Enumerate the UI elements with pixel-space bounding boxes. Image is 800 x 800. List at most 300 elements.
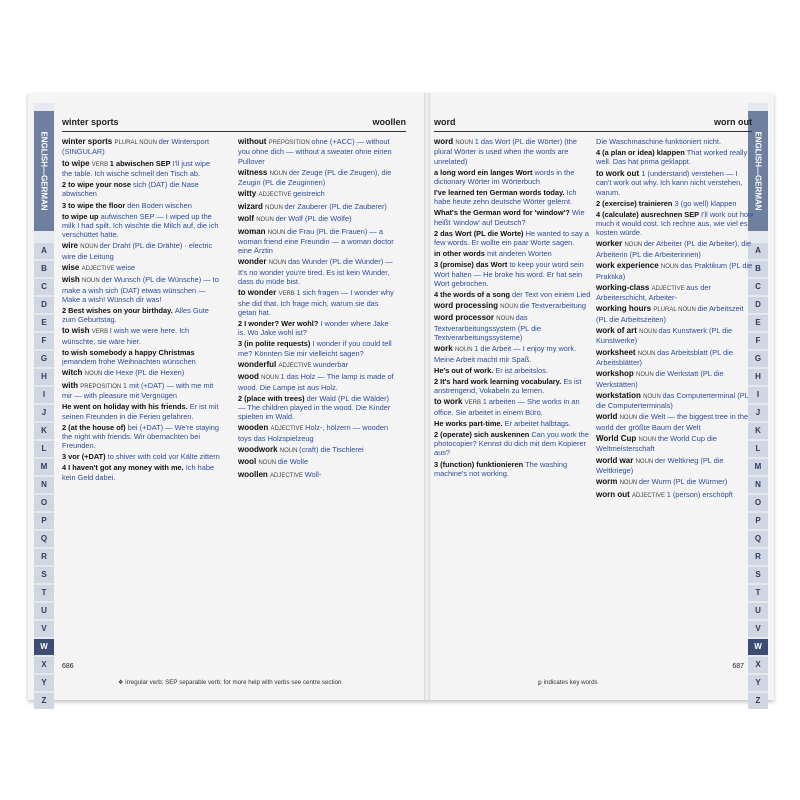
- dictionary-entry: [238, 457, 396, 467]
- right-letter-j: J: [748, 405, 768, 421]
- right-letter-p: P: [748, 513, 768, 529]
- dictionary-entry: [596, 169, 754, 197]
- entry-german: He wanted to say a few words. Er wollte ein paar Worte sagen.: [434, 228, 589, 247]
- left-column-2: [238, 137, 396, 657]
- entry-german: Er arbeitet halbtags.: [504, 418, 571, 428]
- dictionary-entry: [238, 202, 396, 212]
- entry-headword: without: [238, 137, 269, 146]
- right-letter-b: B: [748, 261, 768, 277]
- entry-german: the World Cup die Weltmeisterschaft: [596, 433, 717, 454]
- dictionary-entry: [62, 137, 220, 157]
- entry-headword: witch: [62, 368, 85, 378]
- right-letter-g: G: [748, 351, 768, 367]
- dictionary-entry: [62, 159, 220, 179]
- right-letter-l: L: [748, 441, 768, 457]
- entry-part-of-speech: NOUN: [637, 350, 658, 357]
- entry-part-of-speech: NOUN: [643, 393, 663, 400]
- entry-german: aufwischen SEP — I wiped up the milk I had spilt. Ich wischte die Milch auf, die ich verschüttet hatte.: [62, 211, 219, 240]
- dictionary-entry: [62, 212, 220, 240]
- right-letter-f: F: [748, 333, 768, 349]
- entry-english: He went on holiday with his friends.: [62, 402, 190, 412]
- left-side-label: ENGLISH—GERMAN: [39, 131, 49, 211]
- entry-english: a long word ein langes Wort: [434, 167, 535, 177]
- entry-part-of-speech: NOUN: [660, 264, 681, 271]
- entry-part-of-speech: ADJECTIVE: [632, 492, 667, 499]
- entry-german: I wonder if you could tell me? Könnten Sie mir vielleicht sagen?: [238, 339, 392, 358]
- entry-headword: with: [62, 380, 81, 390]
- entry-headword: word: [434, 137, 456, 146]
- entry-headword: word processor: [434, 313, 497, 323]
- dictionary-entry: [596, 261, 754, 281]
- dictionary-entry: [62, 348, 220, 366]
- dictionary-entry: [238, 168, 396, 188]
- entry-german: Ich habe heute zehn deutsche Wörter gelernt.: [434, 188, 577, 207]
- left-letter-m: M: [34, 459, 54, 475]
- right-letter-q: Q: [748, 531, 768, 547]
- entry-headword: word processing: [434, 301, 501, 311]
- entry-german: Die Waschmaschine funktioniert nicht.: [596, 137, 722, 146]
- entry-headword: to wish: [62, 326, 92, 336]
- entry-german: ohne (+ACC) — without you ohne dich — without a sweater ohne einen Pullover: [238, 137, 392, 166]
- dictionary-entry: [62, 381, 220, 401]
- dictionary-entry: [596, 477, 754, 487]
- entry-part-of-speech: NOUN: [454, 347, 475, 354]
- left-page-number: 686: [62, 663, 74, 670]
- entry-german: das Wunder (PL die Wunder) — It's no wonder you're tired. Es ist kein Wunder, dass du müde bist.: [238, 257, 393, 287]
- dictionary-entry: [434, 229, 592, 247]
- entry-headword: woman: [238, 226, 268, 236]
- entry-german: der Wunsch (PL die Wünsche) — to make a wish sich (DAT) etwas wünschen — Make a wish! Wünsch dir was!: [62, 275, 219, 304]
- entry-part-of-speech: NOUN: [500, 304, 520, 311]
- right-letter-z: Z: [748, 693, 768, 709]
- entry-part-of-speech: NOUN: [619, 480, 639, 487]
- left-letter-c: C: [34, 279, 54, 295]
- entry-part-of-speech: ADJECTIVE: [651, 285, 687, 292]
- right-letter-c: C: [748, 279, 768, 295]
- entry-german: die Werkstatt (PL die Werkstätten): [596, 369, 724, 389]
- dictionary-entry: [62, 368, 220, 378]
- entry-german: der Wolf (PL die Wölfe): [275, 214, 352, 224]
- entry-english: He works part-time.: [434, 418, 505, 428]
- left-header-right: woollen: [372, 117, 406, 127]
- entry-german: sich (DAT) die Nase abwischen: [62, 180, 199, 199]
- left-letter-h: H: [34, 369, 54, 385]
- dictionary-entry: [238, 214, 396, 224]
- entry-german: der Weltkrieg (PL die Weltkriege): [596, 455, 724, 475]
- right-page-number: 687: [732, 663, 744, 670]
- entry-german: 1 das Wort (PL die Wörter) (the plural Wörter is used when the words are unrelated): [434, 137, 577, 166]
- entry-part-of-speech: NOUN: [639, 328, 659, 335]
- left-letter-z: Z: [34, 693, 54, 709]
- entry-german: die Wolle: [277, 457, 309, 467]
- entry-headword: wise: [62, 262, 82, 272]
- left-letter-l: L: [34, 441, 54, 457]
- book-spine: [424, 93, 430, 700]
- entry-headword: wonderful: [238, 359, 279, 369]
- entry-part-of-speech: NOUN: [258, 460, 278, 467]
- entry-headword: world: [596, 412, 620, 422]
- dictionary-entry: [434, 430, 592, 458]
- entry-german: Wie heißt 'window' auf Deutsch?: [434, 208, 585, 227]
- entry-german: Er ist mit seinen Freunden in die Ferien gefahren.: [62, 402, 219, 421]
- dictionary-entry: [62, 423, 220, 451]
- left-page-header: [62, 117, 406, 132]
- entry-german: der Zeuge (PL die Zeugen), die Zeugin (PL die Zeuginnen): [238, 167, 392, 188]
- dictionary-entry: [62, 326, 220, 346]
- dictionary-entry: [434, 377, 592, 395]
- left-letter-index: [34, 243, 54, 711]
- right-letter-k: K: [748, 423, 768, 439]
- entry-part-of-speech: ADJECTIVE: [81, 265, 117, 272]
- left-column-1: [62, 137, 220, 657]
- entry-part-of-speech: NOUN: [82, 278, 102, 285]
- entry-german: to keep your word sein Wort halten — He broke his word. Er hat sein Wort gebrochen.: [434, 260, 584, 288]
- entry-german: to shiver with cold vor Kälte zittern: [107, 452, 220, 462]
- dictionary-entry: [434, 137, 592, 166]
- left-letter-s: S: [34, 567, 54, 583]
- right-letter-d: D: [748, 297, 768, 313]
- dictionary-entry: [238, 445, 396, 455]
- dictionary-entry: [62, 180, 220, 198]
- entry-english: 4 (a plan or idea) klappen: [596, 148, 687, 158]
- dictionary-entry: [434, 344, 592, 364]
- dictionary-entry: [596, 456, 754, 476]
- dictionary-entry: [238, 319, 396, 337]
- dictionary-entry: [434, 366, 592, 375]
- dictionary-entry: [434, 208, 592, 226]
- right-letter-x: X: [748, 657, 768, 673]
- left-letter-w: W: [34, 639, 54, 655]
- entry-headword: wooden: [238, 423, 271, 433]
- dictionary-book: [28, 93, 774, 705]
- entry-german: geistreich: [293, 189, 325, 199]
- entry-headword: work: [434, 344, 455, 354]
- entry-headword: to work out: [596, 168, 642, 178]
- entry-part-of-speech: NOUN: [619, 415, 639, 422]
- left-letter-d: D: [34, 297, 54, 313]
- entry-english: 4 the words of a song: [434, 289, 513, 299]
- left-letter-b: B: [34, 261, 54, 277]
- dictionary-entry: [238, 470, 396, 480]
- entry-english: 2 It's hard work learning vocabulary.: [434, 377, 564, 387]
- entry-headword: worn out: [596, 489, 632, 499]
- entry-english: 2 (operate) sich auskennen: [434, 430, 532, 440]
- entry-german: 1 das Holz — The lamp is made of wood. Die Lampe ist aus Holz.: [238, 372, 394, 392]
- dictionary-entry: [596, 304, 754, 324]
- dictionary-entry: [596, 412, 754, 432]
- entry-headword: world war: [596, 455, 636, 465]
- entry-german: 1 mit (+DAT) — with me mit mir — with pleasure mit Vergnügen: [62, 380, 214, 401]
- entry-part-of-speech: VERB: [464, 400, 483, 407]
- dictionary-entry: [596, 148, 754, 166]
- entry-german: der Wintersport (SINGULAR): [62, 137, 210, 157]
- entry-english: 2 (exercise) trainieren: [596, 198, 675, 208]
- entry-headword: worker: [596, 239, 625, 249]
- dictionary-entry: [434, 301, 592, 311]
- entry-german: Es ist anstrengend, Vokabeln zu lernen.: [434, 377, 582, 396]
- entry-part-of-speech: PREPOSITION: [268, 140, 312, 146]
- right-letter-w: W: [748, 639, 768, 655]
- left-letter-t: T: [34, 585, 54, 601]
- left-letter-v: V: [34, 621, 54, 637]
- entry-headword: worksheet: [596, 347, 638, 357]
- left-letter-f: F: [34, 333, 54, 349]
- left-footer: ❖ irregular verb; SEP separable verb; for more help with verbs see centre section: [118, 679, 342, 686]
- entry-german: Alles Gute zum Geburtstag.: [62, 306, 209, 325]
- entry-german: der Arbeiter (PL die Arbeiter), die Arbeiterin (PL die Arbeiterinnen): [596, 239, 752, 259]
- entry-headword: wizard: [238, 201, 266, 211]
- entry-headword: to wipe: [62, 158, 92, 168]
- left-letter-q: Q: [34, 531, 54, 547]
- dictionary-entry: [62, 402, 220, 420]
- entry-german: der Wurm (PL die Würmer): [638, 477, 728, 487]
- dictionary-entry: [62, 306, 220, 324]
- entry-english: 3 (in polite requests): [238, 339, 313, 349]
- entry-part-of-speech: ADJECTIVE: [270, 426, 306, 433]
- entry-german: weise: [116, 262, 136, 272]
- entry-part-of-speech: NOUN: [635, 458, 655, 465]
- entry-german: den Boden wischen: [127, 200, 192, 210]
- entry-german: das Arbeitsblatt (PL die Arbeitsblätter): [596, 347, 733, 367]
- entry-headword: wonder: [238, 257, 269, 267]
- entry-english: 2 (place with trees): [238, 393, 307, 403]
- entry-english: 1 abwischen SEP: [109, 158, 173, 168]
- entry-german: 1 sich fragen — I wonder why she did that. Ich frage mich, warum sie das getan hat.: [238, 288, 394, 317]
- entry-german: die Textverarbeitung: [519, 301, 586, 311]
- entry-english: 3 (function) funktionieren: [434, 459, 526, 469]
- left-thumb-index: [34, 103, 54, 703]
- dictionary-entry: [238, 189, 396, 199]
- right-letter-n: N: [748, 477, 768, 493]
- entry-german: 1 (understand) verstehen — I can't work out why. Ich kann nicht verstehen, warum.: [596, 168, 743, 197]
- entry-headword: working hours: [596, 304, 654, 314]
- dictionary-entry: [238, 423, 396, 443]
- dictionary-entry: [434, 168, 592, 186]
- entry-headword: witty: [238, 189, 259, 199]
- right-column-2: [596, 137, 754, 657]
- entry-headword: work of art: [596, 325, 640, 335]
- entry-german: 3 (go well) klappen: [674, 198, 737, 208]
- entry-part-of-speech: VERB: [278, 291, 297, 298]
- entry-headword: wool: [238, 457, 259, 467]
- dictionary-entry: [238, 394, 396, 422]
- dictionary-entry: [596, 490, 754, 500]
- entry-part-of-speech: VERB: [91, 329, 110, 336]
- left-letter-g: G: [34, 351, 54, 367]
- entry-headword: wish: [62, 275, 83, 285]
- dictionary-entry: [62, 463, 220, 481]
- entry-part-of-speech: NOUN: [636, 372, 656, 379]
- entry-german: das Praktikum (PL die Praktika): [596, 261, 753, 281]
- entry-headword: wood: [238, 372, 262, 382]
- entry-english: 3 (promise) das Wort: [434, 260, 510, 270]
- entry-german: der Draht (PL die Drähte) · electric wire die Leitung: [62, 241, 213, 261]
- dictionary-entry: [596, 239, 754, 259]
- entry-german: 1 (person) erschöpft: [666, 489, 733, 499]
- left-letter-e: E: [34, 315, 54, 331]
- dictionary-entry: [596, 348, 754, 368]
- dictionary-entry: [596, 199, 754, 208]
- entry-german: 1 arbeiten — She works in an office. Sie arbeitet in einem Büro.: [434, 397, 580, 417]
- entry-part-of-speech: ADJECTIVE: [278, 362, 314, 369]
- entry-german: der Text von einem Lied: [512, 289, 591, 299]
- entry-english: What's the German word for 'window'?: [434, 208, 572, 218]
- right-side-label: ENGLISH—GERMAN: [753, 131, 763, 211]
- entry-english: 3 vor (+DAT): [62, 452, 108, 462]
- entry-english: 2 Best wishes on your birthday.: [62, 306, 175, 316]
- entry-headword: workshop: [596, 369, 637, 379]
- entry-german: das Textverarbeitungssystem (PL die Textverarbeitungssysteme): [434, 313, 541, 343]
- dictionary-entry: [596, 434, 754, 454]
- dictionary-entry: [434, 419, 592, 428]
- right-letter-o: O: [748, 495, 768, 511]
- left-letter-u: U: [34, 603, 54, 619]
- entry-german: I'll just wipe the table. Ich wische schnell den Tisch ab.: [62, 158, 211, 179]
- entry-german: das Computerterminal (PL die Computerterminals): [596, 390, 749, 411]
- entry-german: That worked really well. Das hat prima geklappt.: [596, 148, 748, 167]
- entry-part-of-speech: NOUN: [265, 204, 285, 211]
- entry-part-of-speech: NOUN: [455, 140, 475, 146]
- entry-english: He's out of work.: [434, 365, 496, 375]
- entry-part-of-speech: NOUN: [269, 170, 289, 177]
- left-side-title: [34, 111, 54, 231]
- dictionary-entry: [238, 360, 396, 370]
- entry-german: Er ist arbeitslos.: [495, 365, 548, 375]
- dictionary-entry: [238, 257, 396, 286]
- entry-german: Can you work the photocopier? Kennst du dich mit dem Kopierer aus?: [434, 430, 589, 458]
- dictionary-entry: [596, 391, 754, 411]
- dictionary-entry: [238, 339, 396, 357]
- entry-headword: to wonder: [238, 288, 279, 298]
- entry-german: The washing machine's not working.: [434, 459, 568, 478]
- entry-english: 2 I wonder? Wer wohl?: [238, 319, 321, 329]
- entry-part-of-speech: NOUN: [84, 371, 105, 378]
- entry-german: das Kunstwerk (PL die Kunstwerke): [596, 325, 733, 346]
- entry-german: der Zauberer (PL die Zauberer): [284, 201, 387, 211]
- dictionary-entry: [62, 275, 220, 304]
- right-letter-r: R: [748, 549, 768, 565]
- left-letter-i: I: [34, 387, 54, 403]
- right-letter-t: T: [748, 585, 768, 601]
- entry-headword: to work: [434, 397, 465, 407]
- dictionary-entry: [434, 260, 592, 288]
- left-letter-a: A: [34, 243, 54, 259]
- entry-part-of-speech: NOUN: [268, 260, 289, 267]
- entry-german: jemandem frohe Weihnachten wünschen: [62, 357, 196, 367]
- entry-part-of-speech: VERB: [91, 161, 110, 168]
- entry-english: 2 to wipe your nose: [62, 180, 134, 190]
- entry-part-of-speech: PLURAL NOUN: [653, 307, 698, 314]
- right-letter-u: U: [748, 603, 768, 619]
- dictionary-entry: [238, 372, 396, 392]
- left-letter-n: N: [34, 477, 54, 493]
- dictionary-entry: [596, 210, 754, 238]
- dictionary-entry: [434, 290, 592, 299]
- dictionary-entry: [434, 460, 592, 478]
- dictionary-entry: [62, 201, 220, 210]
- entry-german: I'll work out how much it would cost. Ich rechne aus, wie viel es kosten würde.: [596, 209, 754, 238]
- entry-headword: winter sports: [62, 137, 115, 146]
- right-letter-h: H: [748, 369, 768, 385]
- right-letter-e: E: [748, 315, 768, 331]
- entry-headword: worm: [596, 477, 620, 487]
- entry-part-of-speech: NOUN: [624, 242, 644, 249]
- right-footer: ꝑ indicates key words: [538, 679, 598, 686]
- entry-english: 4 (calculate) ausrechnen SEP: [596, 209, 702, 219]
- entry-english: to wish somebody a happy Christmas: [62, 348, 195, 358]
- entry-german: die Frau (PL die Frauen) — a woman friend eine Freundin — a woman doctor eine Ärztin: [238, 226, 394, 256]
- right-letter-s: S: [748, 567, 768, 583]
- entry-part-of-speech: NOUN: [638, 436, 658, 443]
- left-letter-j: J: [34, 405, 54, 421]
- right-header-right: worn out: [714, 117, 752, 127]
- entry-english: to wipe up: [62, 211, 101, 221]
- entry-german: Ich habe kein Geld dabei.: [62, 463, 215, 482]
- entry-german: words in the dictionary Wörter im Wörterbuch: [434, 167, 575, 186]
- dictionary-entry: [238, 288, 396, 317]
- right-letter-y: Y: [748, 675, 768, 691]
- dictionary-entry: [596, 283, 754, 303]
- dictionary-entry: [62, 241, 220, 261]
- entry-german: die Welt — the biggest tree in the world der größte Baum der Welt: [596, 412, 749, 432]
- entry-english: 2 (at the house of): [62, 422, 128, 432]
- entry-german: die Hexe (PL die Hexen): [104, 368, 185, 378]
- dictionary-entry: [62, 452, 220, 461]
- right-page-header: [434, 117, 752, 132]
- left-letter-y: Y: [34, 675, 54, 691]
- entry-part-of-speech: NOUN: [279, 447, 300, 454]
- entry-headword: woollen: [238, 469, 270, 479]
- dictionary-entry: [596, 137, 754, 146]
- right-letter-i: I: [748, 387, 768, 403]
- entry-german: der Wald (PL die Wälder) — The children played in the wood. Die Kinder spielten im Wald.: [238, 393, 391, 422]
- right-letter-a: A: [748, 243, 768, 259]
- entry-headword: wire: [62, 241, 81, 251]
- left-letter-r: R: [34, 549, 54, 565]
- dictionary-entry: [434, 188, 592, 206]
- left-letter-x: X: [34, 657, 54, 673]
- entry-english: 3 to wipe the floor: [62, 200, 128, 210]
- entry-headword: woodwork: [238, 444, 280, 454]
- entry-headword: witness: [238, 167, 270, 177]
- entry-headword: workstation: [596, 390, 644, 400]
- entry-part-of-speech: NOUN: [80, 244, 100, 251]
- entry-headword: wolf: [238, 214, 257, 224]
- entry-german: mit anderen Worten: [486, 249, 552, 259]
- entry-german: I wonder where Jake is. Wo Jake wohl ist?: [238, 319, 389, 338]
- entry-part-of-speech: NOUN: [496, 316, 516, 323]
- entry-headword: work experience: [596, 261, 661, 271]
- entry-headword: working-class: [596, 282, 652, 292]
- dictionary-entry: [596, 369, 754, 389]
- entry-german: Woll-: [304, 469, 322, 479]
- entry-german: bei (+DAT) — We're staying the night with friends. Wir übernachten bei Freunden.: [62, 422, 219, 451]
- dictionary-entry: [596, 326, 754, 346]
- right-letter-m: M: [748, 459, 768, 475]
- dictionary-entry: [434, 397, 592, 417]
- dictionary-entry: [238, 137, 396, 166]
- left-letter-k: K: [34, 423, 54, 439]
- entry-english: I've learned ten German words today.: [434, 188, 567, 198]
- dictionary-entry: [434, 313, 592, 342]
- dictionary-entry: [434, 249, 592, 258]
- entry-headword: World Cup: [596, 433, 639, 443]
- entry-german: (craft) die Tischlerei: [299, 444, 364, 454]
- entry-part-of-speech: PLURAL NOUN: [114, 140, 159, 146]
- entry-part-of-speech: ADJECTIVE: [270, 472, 305, 479]
- entry-part-of-speech: ADJECTIVE: [258, 192, 294, 199]
- entry-part-of-speech: NOUN: [267, 229, 288, 236]
